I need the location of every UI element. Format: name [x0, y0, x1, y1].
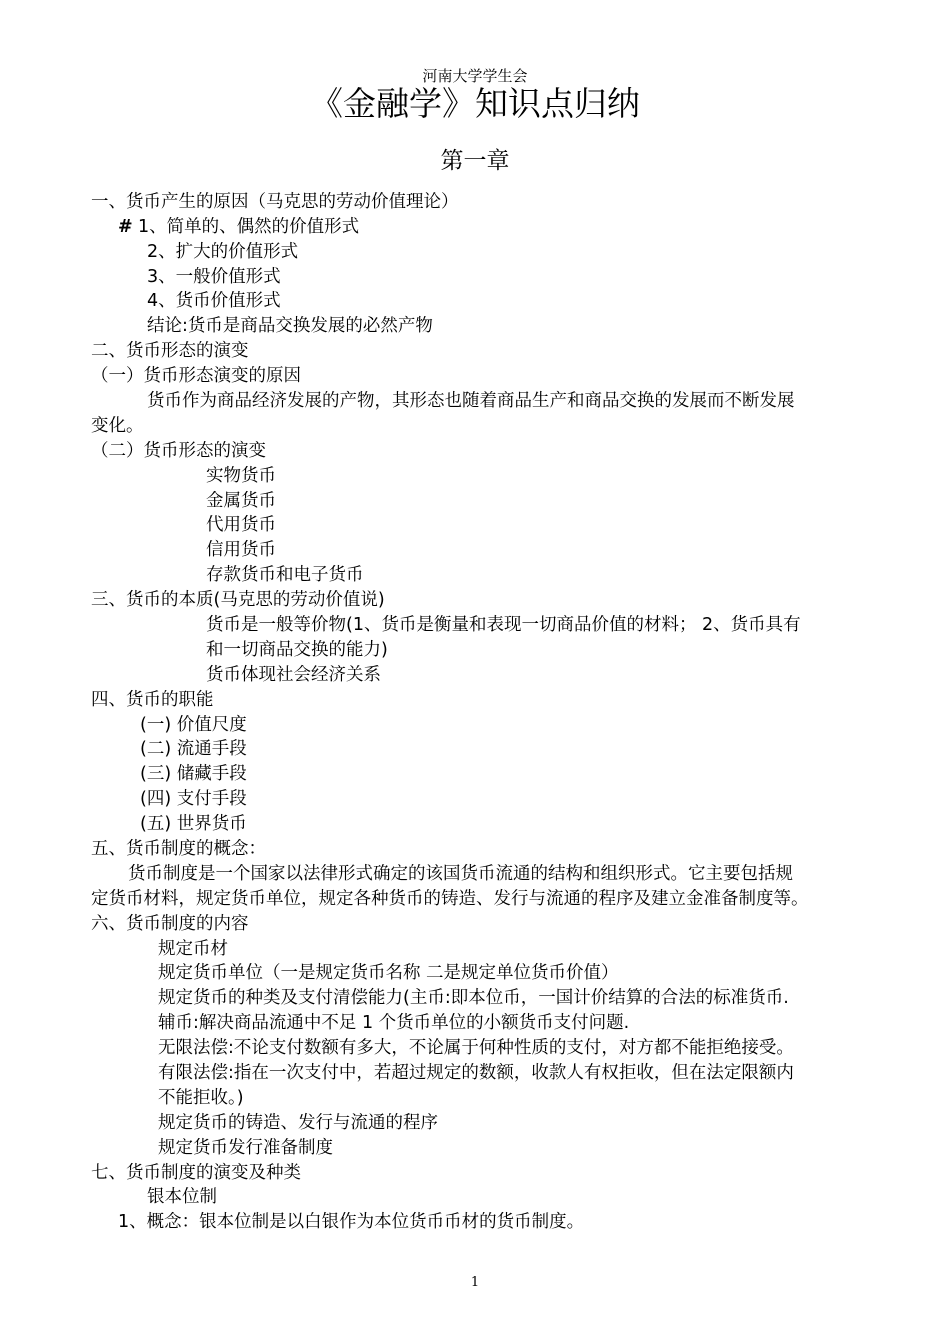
bullet-icon: # — [118, 217, 133, 237]
subsection-heading: （一）货币形态演变的原因 — [91, 366, 301, 386]
section-heading-3: 三、货币的本质(马克思的劳动价值说) — [91, 590, 385, 610]
list-item: 辅币:解决商品流通中不足 1 个货币单位的小额货币支付问题. — [158, 1013, 630, 1033]
list-item: 存款货币和电子货币 — [206, 565, 364, 585]
list-item: 银本位制 — [147, 1187, 217, 1207]
paragraph-line: 变化。 — [91, 416, 144, 436]
list-item: # 1、简单的、偶然的价值形式 — [118, 217, 360, 237]
section-heading-6: 六、货币制度的内容 — [91, 914, 249, 934]
list-item: 实物货币 — [206, 466, 276, 486]
subsection-heading: （二）货币形态的演变 — [91, 441, 266, 461]
section-heading-5: 五、货币制度的概念： — [91, 839, 266, 859]
list-item: (四) 支付手段 — [140, 789, 247, 809]
list-item: 4、货币价值形式 — [147, 291, 281, 311]
paragraph-line: 和一切商品交换的能力) — [206, 640, 388, 660]
list-item: (一) 价值尺度 — [140, 715, 247, 735]
document-title: 《金融学》知识点归纳 — [310, 84, 640, 123]
list-item: 规定币材 — [158, 939, 228, 959]
section-heading-7: 七、货币制度的演变及种类 — [91, 1163, 301, 1183]
list-item: (五) 世界货币 — [140, 814, 247, 834]
list-item: 2、扩大的价值形式 — [147, 242, 299, 262]
list-item: 规定货币的种类及支付清偿能力(主币:即本位币，一国计价结算的合法的标准货币. — [158, 988, 789, 1008]
section-heading-1: 一、货币产生的原因（马克思的劳动价值理论） — [91, 192, 459, 212]
document-header: 河南大学学生会 — [422, 67, 528, 85]
list-item: 信用货币 — [206, 540, 276, 560]
page-number: 1 — [470, 1275, 480, 1290]
list-item: 1、概念：银本位制是以白银作为本位货币币材的货币制度。 — [118, 1212, 585, 1232]
paragraph-line: 定货币材料，规定货币单位，规定各种货币的铸造、发行与流通的程序及建立金准备制度等。 — [91, 889, 809, 909]
section-heading-4: 四、货币的职能 — [91, 690, 214, 710]
list-item: 规定货币的铸造、发行与流通的程序 — [158, 1113, 438, 1133]
conclusion: 结论:货币是商品交换发展的必然产物 — [147, 316, 433, 336]
list-item: 有限法偿:指在一次支付中，若超过规定的数额，收款人有权拒收，但在法定限额内 — [158, 1063, 794, 1083]
paragraph-line: 货币是一般等价物(1、货币是衡量和表现一切商品价值的材料； 2、货币具有 — [206, 615, 801, 635]
list-item: (三) 储藏手段 — [140, 764, 247, 784]
list-item: 规定货币单位（一是规定货币名称 二是规定单位货币价值） — [158, 963, 619, 983]
list-item: (二) 流通手段 — [140, 739, 247, 759]
list-item: 金属货币 — [206, 491, 276, 511]
paragraph-line: 货币制度是一个国家以法律形式确定的该国货币流通的结构和组织形式。它主要包括规 — [128, 864, 793, 884]
paragraph-line: 货币作为商品经济发展的产物，其形态也随着商品生产和商品交换的发展而不断发展 — [147, 391, 795, 411]
section-heading-2: 二、货币形态的演变 — [91, 341, 249, 361]
list-item: 无限法偿:不论支付数额有多大，不论属于何种性质的支付，对方都不能拒绝接受。 — [158, 1038, 794, 1058]
chapter-heading: 第一章 — [440, 148, 510, 174]
paragraph-line: 货币体现社会经济关系 — [206, 665, 381, 685]
list-item: 不能拒收。) — [158, 1088, 244, 1108]
list-item: 规定货币发行准备制度 — [158, 1138, 333, 1158]
list-item: 代用货币 — [206, 515, 276, 535]
list-item: 3、一般价值形式 — [147, 267, 281, 287]
